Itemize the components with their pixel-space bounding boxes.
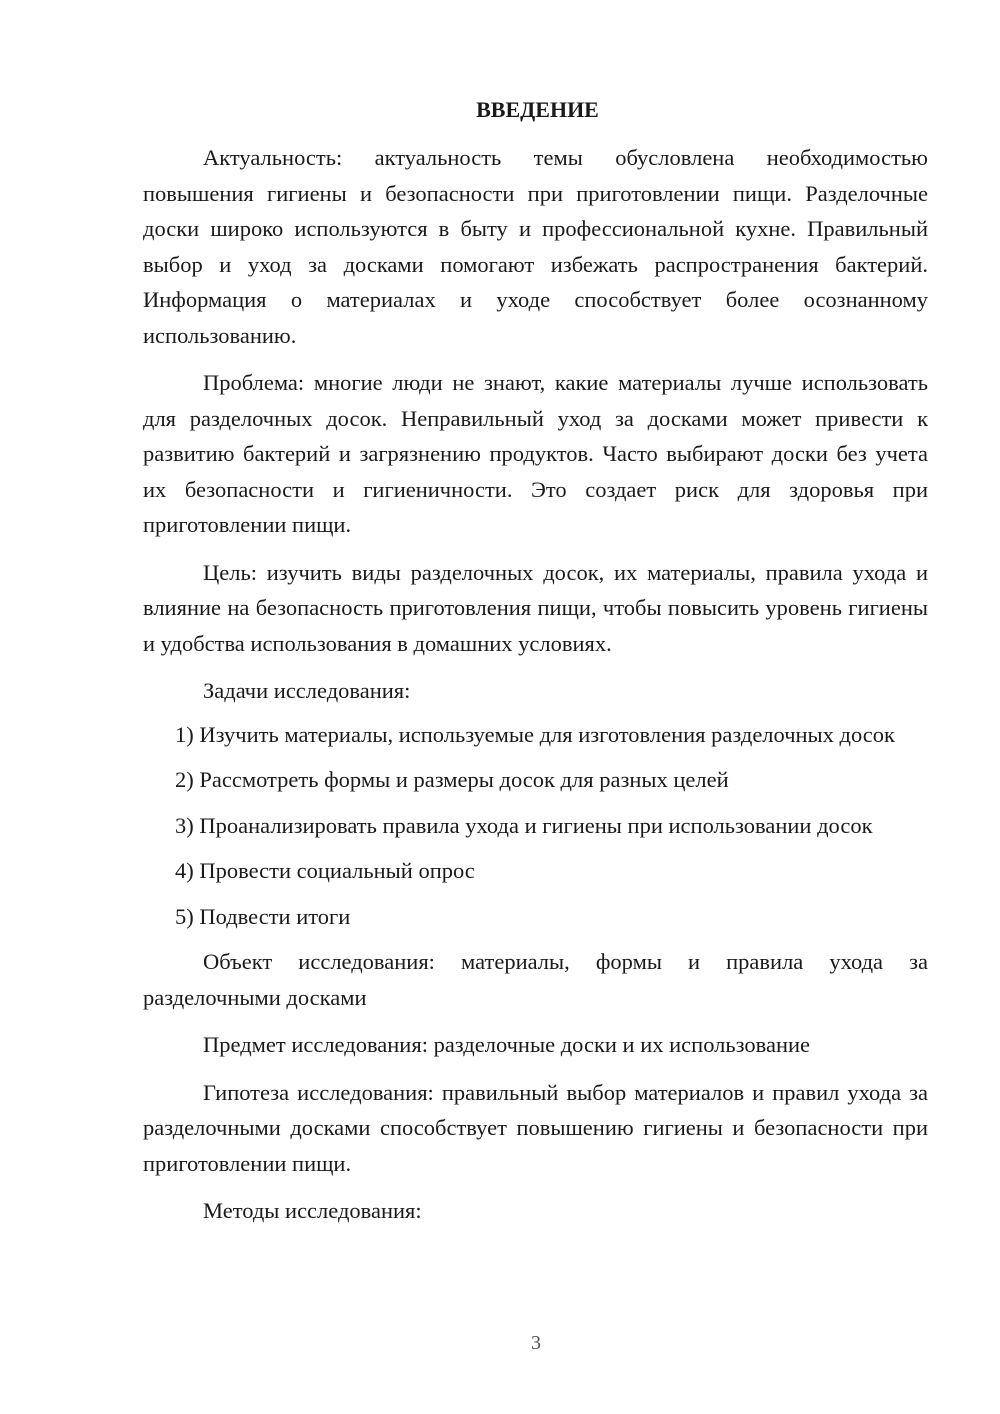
section-title: ВВЕДЕНИЕ <box>476 97 599 122</box>
relevance-paragraph: Актуальность: актуальность темы обусловлена необходимостью повышения гигиены и безопасности при приготовлении пищи. Разделочные доски широко используются в быту и профессиональной кухне. Правильный выбор и уход за досками помогают избежать распространения бактерий. Информация о материалах и уходе способствует более осознанному использованию. <box>143 145 928 348</box>
object-paragraph: Объект исследования: материалы, формы и правила ухода за разделочными досками <box>143 949 928 1010</box>
hypothesis-paragraph: Гипотеза исследования: правильный выбор материалов и правил ухода за разделочными досками способствует повышению гигиены и безопасности при приготовлении пищи. <box>143 1079 928 1176</box>
problem-paragraph: Проблема: многие люди не знают, какие материалы лучше использовать для разделочных досок. Неправильный уход за досками может привести к развитию бактерий и загрязнению продуктов. Часто выбирают доски без учета их безопасности и гигиеничности. Это создает риск для здоровья при приготовлении пищи. <box>143 370 928 537</box>
goal-paragraph: Цель: изучить виды разделочных досок, их материалы, правила ухода и влияние на безопасность приготовления пищи, чтобы повысить уровень гигиены и удобства использования в домашних условиях. <box>143 559 928 656</box>
task-item-4: 4) Провести социальный опрос <box>175 858 475 883</box>
task-item-5: 5) Подвести итоги <box>175 903 351 929</box>
task-item-1: 1) Изучить материалы, используемые для изготовления разделочных досок <box>175 721 895 747</box>
task-item-3: 3) Проанализировать правила ухода и гигиены при использовании досок <box>175 812 873 838</box>
page-content <box>143 94 928 1241</box>
subject-paragraph: Предмет исследования: разделочные доски и их использование <box>203 1032 811 1057</box>
task-item-2: 2) Рассмотреть формы и размеры досок для разных целей <box>175 767 729 792</box>
methods-heading: Методы исследования: <box>203 1198 422 1223</box>
tasks-heading: Задачи исследования: <box>203 678 411 703</box>
page-number: 3 <box>531 1332 541 1354</box>
